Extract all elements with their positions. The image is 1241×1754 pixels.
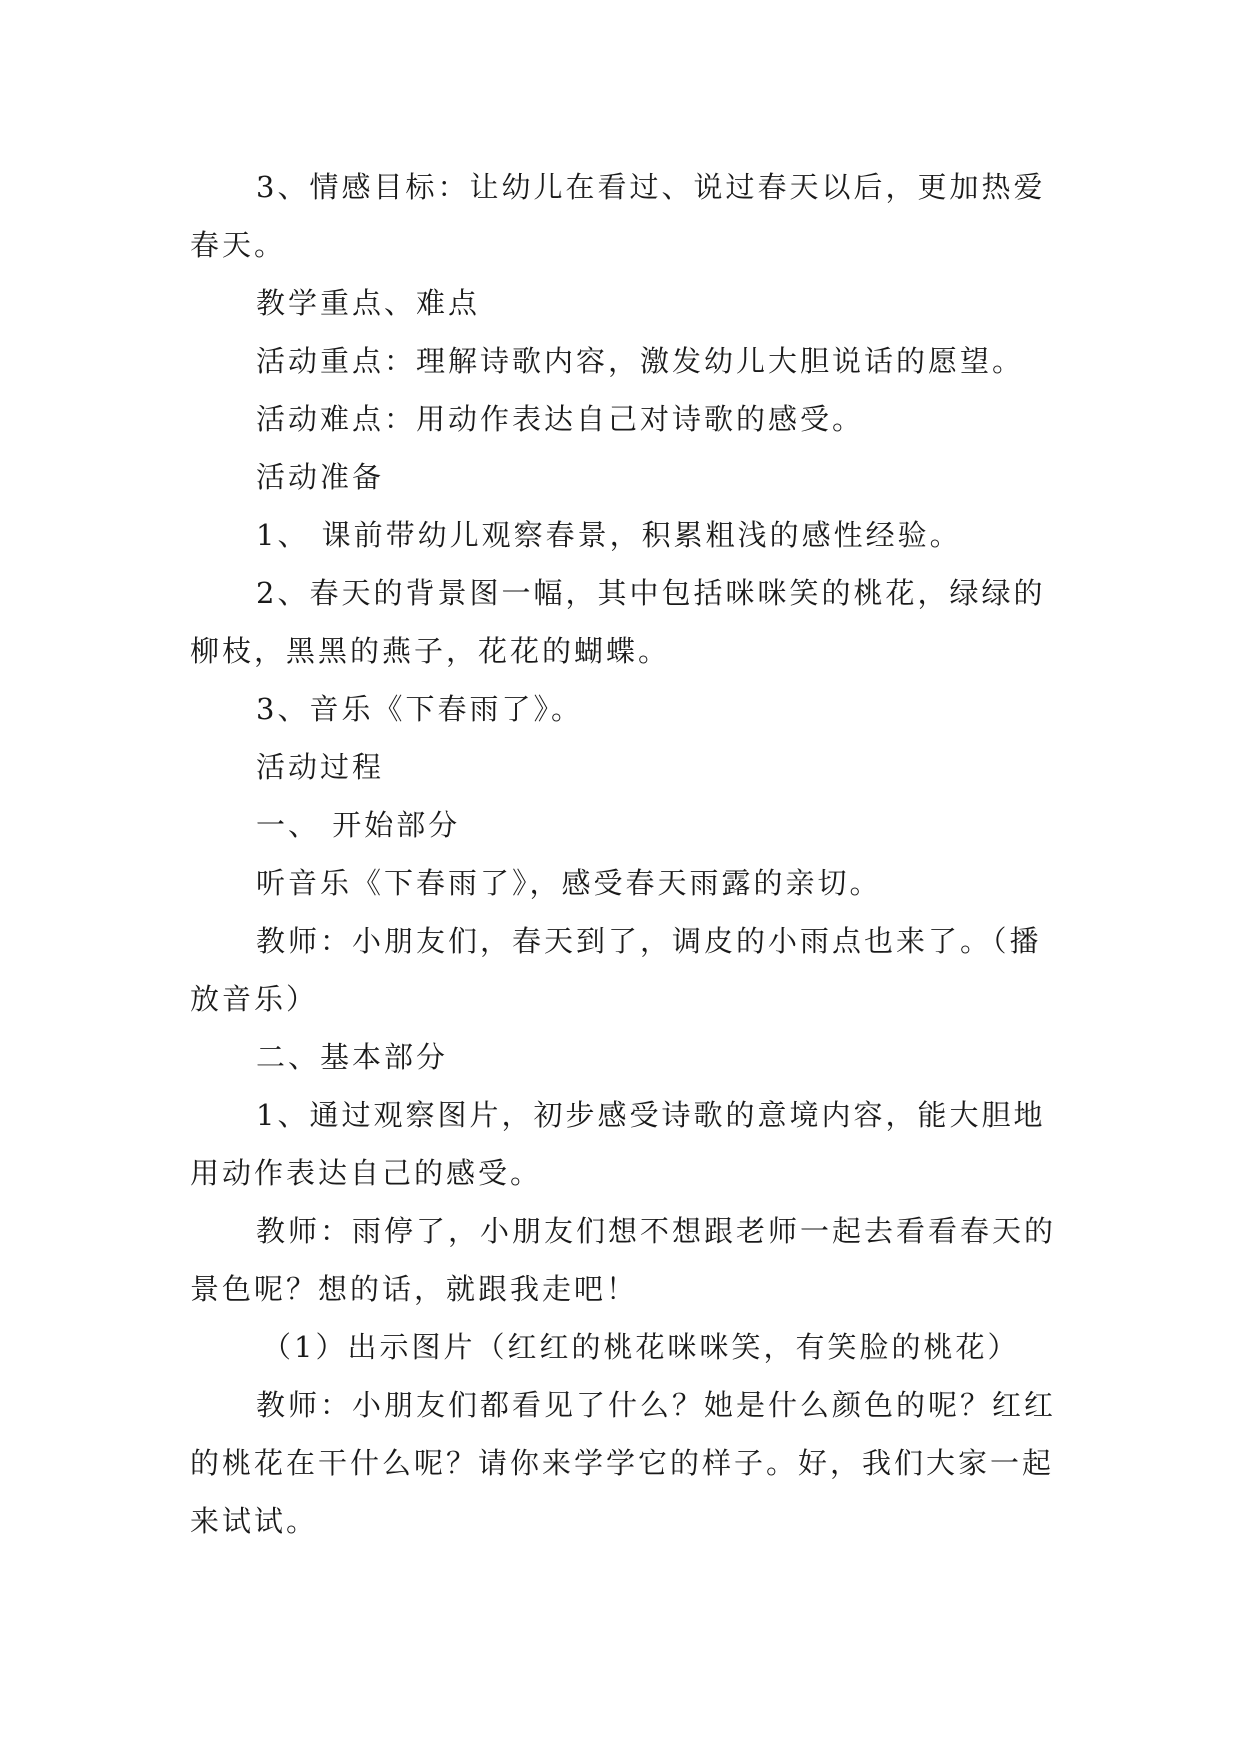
- heading-activity-process: 活动过程: [256, 750, 385, 784]
- heading-key-difficult-points: 教学重点、难点: [256, 286, 481, 320]
- heading-basic-section: 二、基本部分: [256, 1040, 449, 1074]
- paragraph-teacher-rain-stopped: 教师：雨停了，小朋友们想不想跟老师一起去看看春天的景色呢？想的话，就跟我走吧！: [190, 1214, 1057, 1306]
- paragraph-teacher-intro: 教师：小朋友们，春天到了，调皮的小雨点也来了。（播放音乐）: [190, 924, 1042, 1016]
- paragraph-emotional-goal: 3、情感目标：让幼儿在看过、说过春天以后，更加热爱春天。: [190, 170, 1046, 262]
- paragraph-listen-music: 听音乐《下春雨了》，感受春天雨露的亲切。: [256, 866, 882, 900]
- heading-activity-preparation: 活动准备: [256, 460, 385, 494]
- heading-start-section: 一、 开始部分: [256, 808, 461, 842]
- lesson-plan-body: [190, 158, 1060, 1550]
- paragraph-preparation-3: 3、音乐《下春雨了》。: [256, 692, 583, 726]
- paragraph-activity-difficulty: 活动难点：用动作表达自己对诗歌的感受。: [256, 402, 865, 436]
- paragraph-show-picture-1: （1）出示图片（红红的桃花咪咪笑，有笑脸的桃花）: [262, 1330, 1020, 1364]
- paragraph-activity-key-point: 活动重点：理解诗歌内容，激发幼儿大胆说话的愿望。: [256, 344, 1025, 378]
- paragraph-preparation-2: 2、春天的背景图一幅，其中包括咪咪笑的桃花，绿绿的柳枝，黑黑的燕子，花花的蝴蝶。: [190, 576, 1046, 668]
- paragraph-observe-pictures: 1、通过观察图片，初步感受诗歌的意境内容，能大胆地用动作表达自己的感受。: [190, 1098, 1046, 1190]
- paragraph-preparation-1: 1、 课前带幼儿观察春景，积累粗浅的感性经验。: [256, 518, 962, 552]
- paragraph-teacher-question: 教师：小朋友们都看见了什么？她是什么颜色的呢？红红的桃花在干什么呢？请你来学学它的样子。好，我们大家一起来试试。: [190, 1388, 1057, 1538]
